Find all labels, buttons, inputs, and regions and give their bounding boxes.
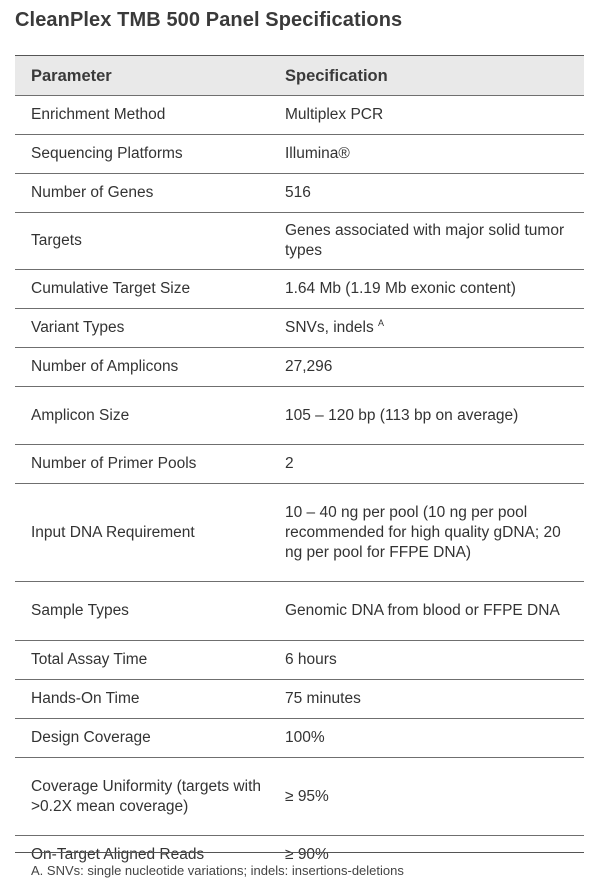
parameter-cell: Hands-On Time <box>31 690 140 707</box>
specification-cell <box>268 318 584 338</box>
parameter-cell: Sequencing Platforms <box>31 145 183 162</box>
table-row <box>15 758 584 836</box>
table-row <box>15 96 584 135</box>
parameter-cell: Enrichment Method <box>31 106 166 123</box>
header-specification: Specification <box>285 66 388 85</box>
parameter-cell: Amplicon Size <box>31 406 130 424</box>
table-row <box>15 680 584 719</box>
specification-cell: 10 – 40 ng per pool (10 ng per pool recommended for high quality gDNA; 20 ng per pool for FFPE DNA) <box>285 503 561 561</box>
parameter-cell: Number of Genes <box>31 184 154 201</box>
specification-cell: 100% <box>285 729 325 746</box>
specification-cell: 1.64 Mb (1.19 Mb exonic content) <box>285 280 516 297</box>
parameter-cell: Variant Types <box>31 319 125 336</box>
table-row <box>15 135 584 174</box>
table-row <box>15 270 584 309</box>
table-row <box>15 719 584 758</box>
parameter-cell: Input DNA Requirement <box>31 523 195 541</box>
specification-cell: Illumina® <box>285 145 350 162</box>
specification-cell: Genomic DNA from blood or FFPE DNA <box>285 602 560 619</box>
parameter-cell: Cumulative Target Size <box>31 280 191 297</box>
table-row <box>15 387 584 445</box>
header-parameter: Parameter <box>31 66 112 85</box>
specification-cell: 75 minutes <box>285 690 361 707</box>
table-row <box>15 213 584 270</box>
specification-cell: 27,296 <box>285 358 333 375</box>
parameter-cell: Number of Amplicons <box>31 358 179 375</box>
table-row <box>15 445 584 484</box>
page-title: CleanPlex TMB 500 Panel Specifications <box>15 9 403 31</box>
table-row <box>15 484 584 582</box>
parameter-cell: Number of Primer Pools <box>31 455 197 472</box>
specification-cell: 105 – 120 bp (113 bp on average) <box>285 406 519 424</box>
parameter-cell: Total Assay Time <box>31 651 148 668</box>
specification-cell: ≥ 90% <box>285 846 329 863</box>
specification-cell: Genes associated with major solid tumor types <box>285 222 565 259</box>
specification-cell: 2 <box>285 455 294 472</box>
parameter-cell: Targets <box>31 232 82 249</box>
parameter-cell: On-Target Aligned Reads <box>31 846 205 863</box>
parameter-cell: Design Coverage <box>31 729 151 746</box>
table-row <box>15 582 584 641</box>
specification-cell: ≥ 95% <box>285 787 329 805</box>
parameter-cell: Sample Types <box>31 602 129 619</box>
parameter-cell: Coverage Uniformity (targets with >0.2X mean coverage) <box>31 777 261 815</box>
specifications-table <box>15 55 584 874</box>
table-header-row <box>15 56 584 96</box>
table-row <box>15 174 584 213</box>
specification-cell: Multiplex PCR <box>285 106 384 123</box>
table-row <box>15 348 584 387</box>
specification-cell: 6 hours <box>285 651 337 668</box>
specification-cell: 516 <box>285 184 311 201</box>
table-row <box>15 641 584 680</box>
variant-types-text: SNVs, indels <box>285 319 374 336</box>
footnote-marker: A <box>378 317 385 328</box>
table-footnote: A. SNVs: single nucleotide variations; indels: insertions-deletions <box>15 852 584 878</box>
table-row <box>15 309 584 348</box>
